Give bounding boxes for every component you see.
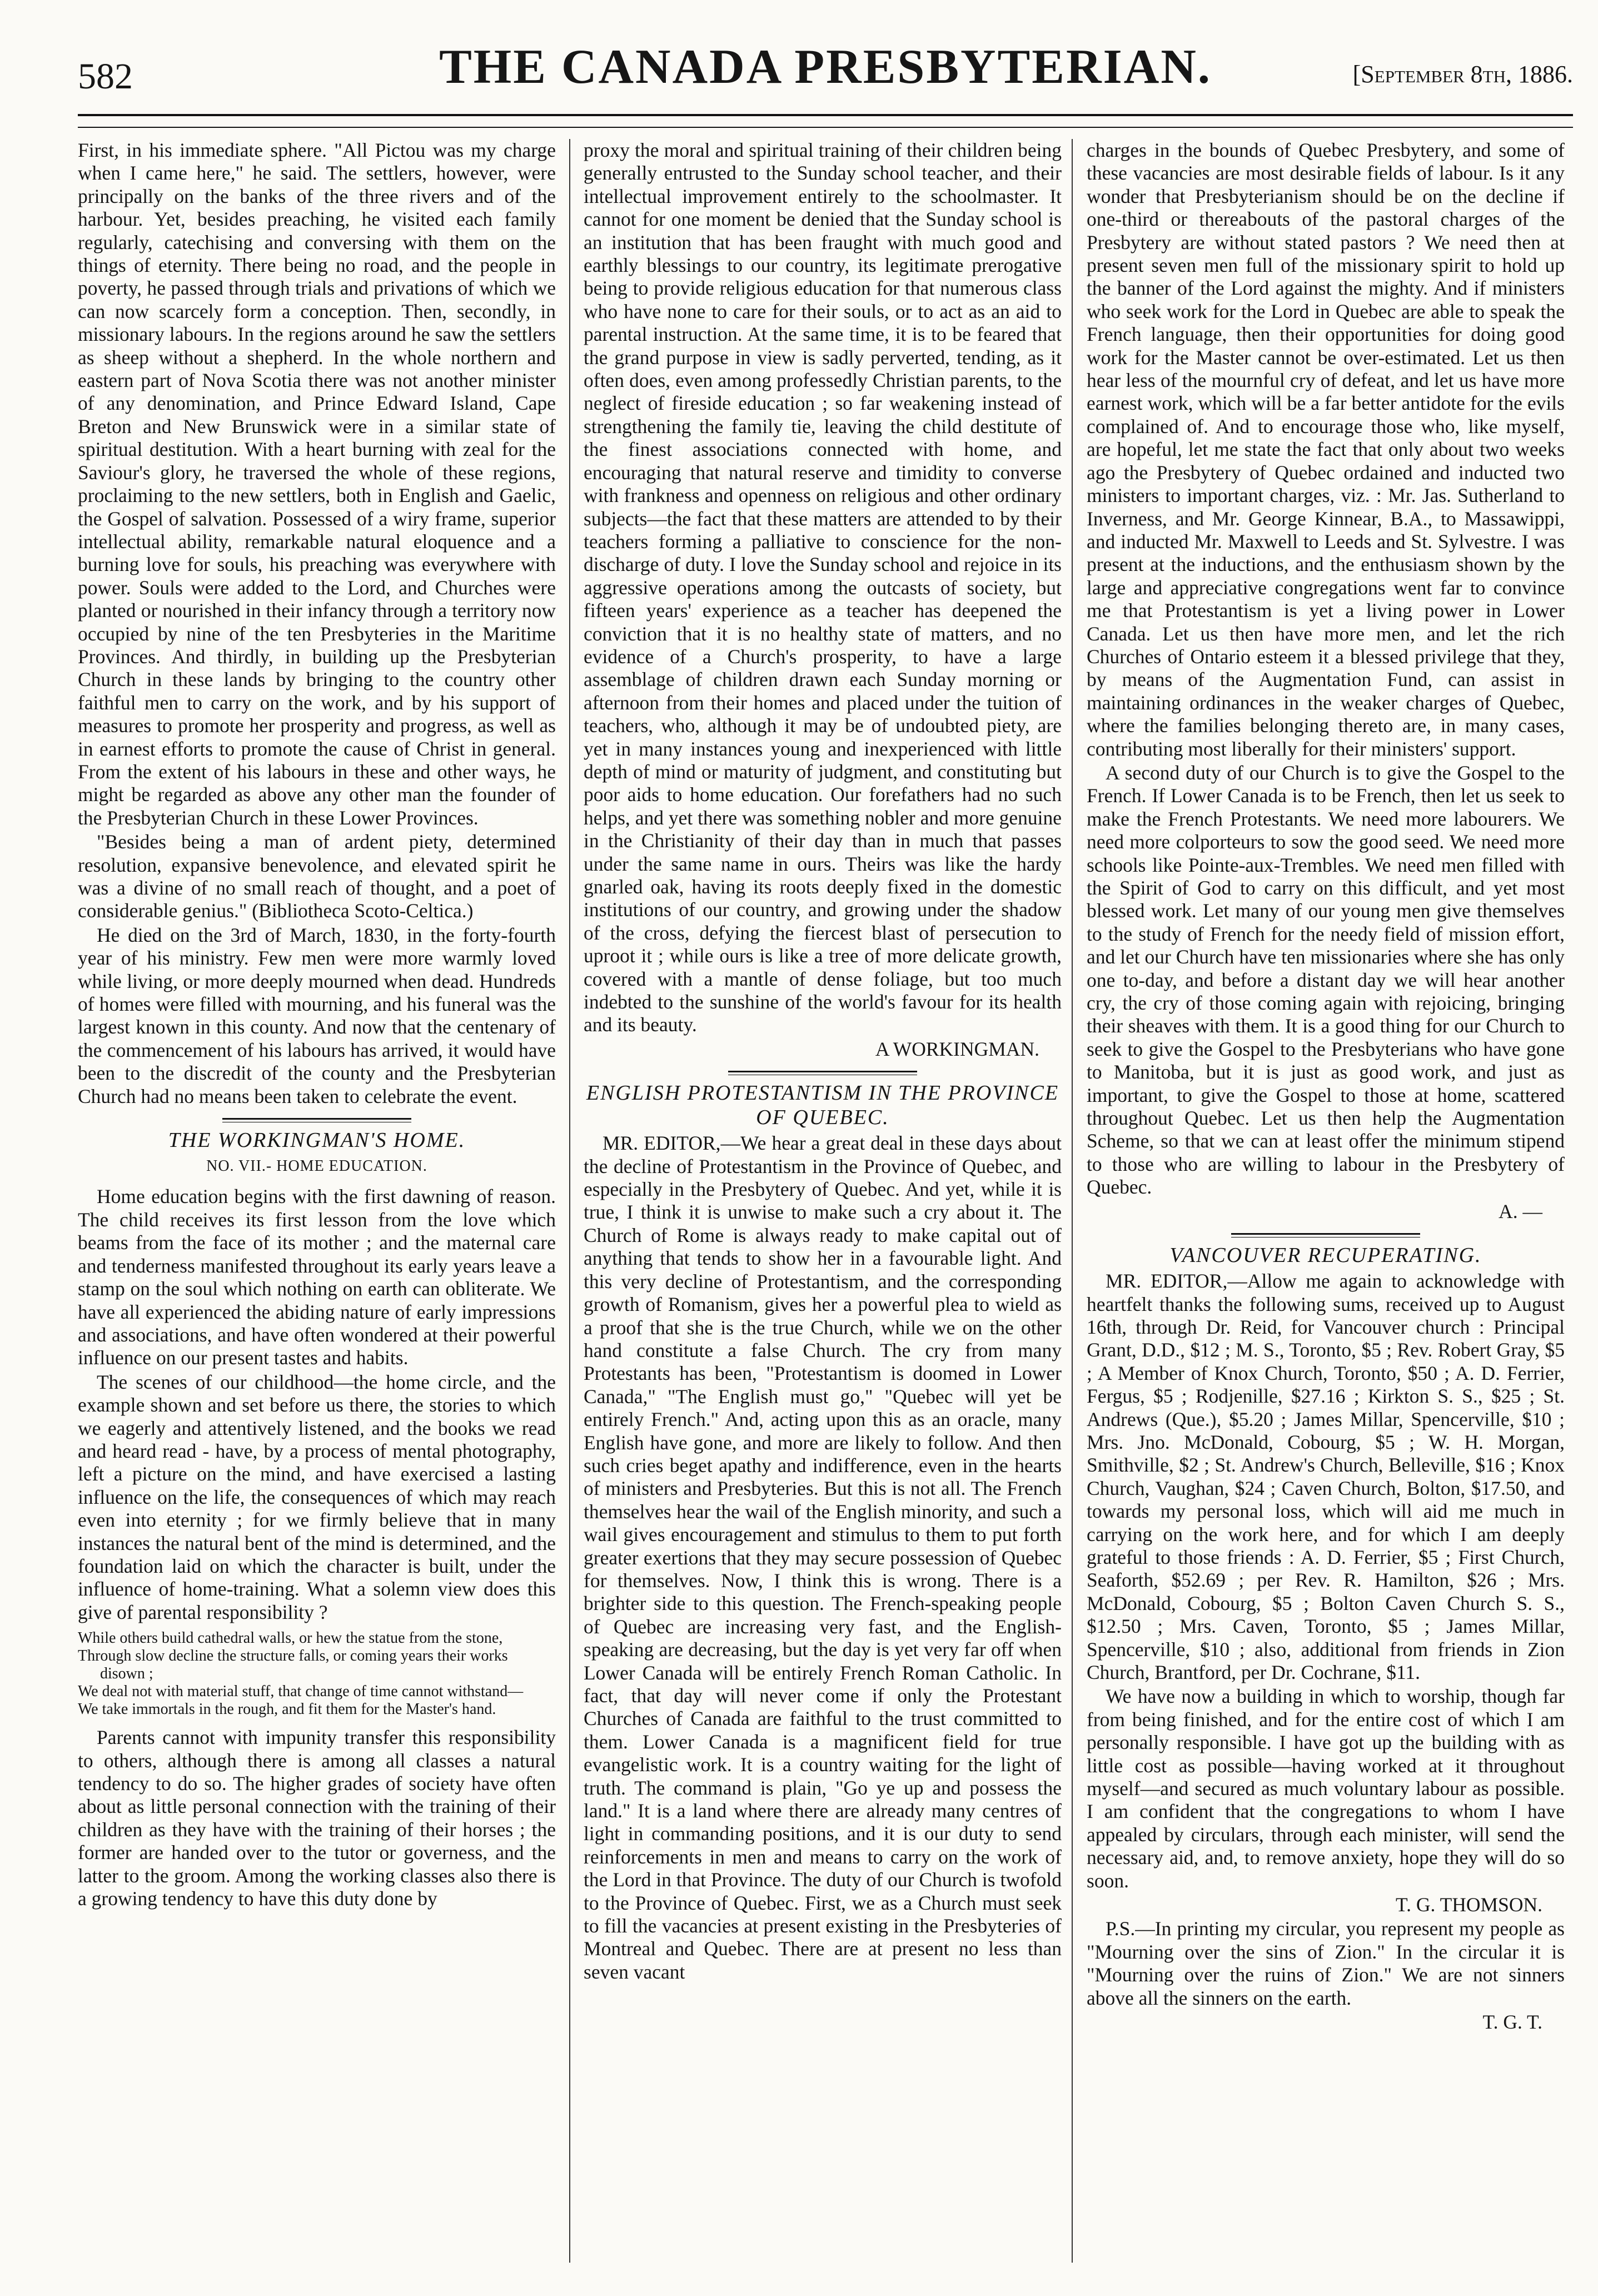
section-divider xyxy=(1231,1233,1420,1238)
header-rule xyxy=(78,114,1573,116)
page-header xyxy=(78,33,1573,100)
section-divider xyxy=(222,1118,411,1122)
signature: A WORKINGMAN. xyxy=(875,1037,1039,1060)
paragraph: MR. EDITOR,—We hear a great deal in these days about the decline of Protestantism in the Province of Quebec, and especially in the Presbytery of Quebec. And yet, while it is true, I think it is unwise to make such a cry about it. The Church of Rome is always ready to make capital out of anything that tends to show her in a favourable light. And this very decline of Protestantism, and the corresponding growth of Romanism, gives her a powerful plea to wield as a proof that she is the true Church, while we on the other hand constitute a false Church. The cry from many Protestants has been, "Protestantism is doomed in Lower Canada," "The English must go," "Quebec will yet be entirely French." And, acting upon this as an oracle, many English have gone, and more are likely to follow. And then such cries beget apathy and indifference, even in the hearts of ministers and Presbyteries. But this is not all. The French themselves hear the wail of the English minority, and such a wail gives encouragement and stimulus to them to put forth greater exertions that they may secure possession of Quebec for themselves. Now, I think this is wrong. There is a brighter side to this question. The French-speaking people of Quebec are increasing very fast, and the English-speaking are decreasing, but the day is yet very far off when Lower Canada will be entirely French Roman Catholic. In fact, that day will never come if only the Protestant Churches of Canada are faithful to the trust committed to them. Lower Canada is a magnificent field for true evangelistic work. It is a country waiting for the light of truth. The command is plain, "Go ye up and possess the land." It is a land where there are already many centres of light in commanding positions, and it is our duty to send reinforcements in men and means to carry on the work of the Lord in that Province. The duty of our Church is twofold to the Province of Quebec. First, we as a Church must seek to fill the vacancies at present existing in the Presbyteries of Montreal and Quebec. There are at present no less than seven vacant xyxy=(584,1132,1062,1983)
masthead: THE CANADA PRESBYTERIAN. xyxy=(439,40,1212,94)
paragraph: charges in the bounds of Quebec Presbytery, and some of these vacancies are most desirable fields of labour. Is it any wonder that Presbyterianism should be on the decline if one-third or thereabouts of the pastoral charges of the Presbytery are without stated pastors ? We need then at present seven men full of the missionary spirit to hold up the banner of the Lord against the mighty. And if ministers who seek work for the Lord in Quebec are able to speak the French language, then their opportunities for doing good work for the Master cannot be over-estimated. Let us then hear less of the mournful cry of defeat, and let us have more earnest work, which will be a far better antidote for the evils complained of. And to encourage those who, like myself, are hopeful, let me state the fact that only about two weeks ago the Presbytery of Quebec ordained and inducted two ministers to important charges, viz. : Mr. Jas. Sutherland to Inverness, and Mr. George Kinnear, B.A., to Massawippi, and inducted Mr. Maxwell to Leeds and St. Sylvestre. I was present at the inductions, and the enthusiasm shown by the large and appreciative congregations went far to convince me that Protestantism is yet a living power in Lower Canada. Let us then have more men, and let the rich Churches of Ontario esteem it a blessed privilege that they, by means of the Augmentation Fund, can assist in maintaining ordinances in the weaker charges of Quebec, where the families belonging thereto are, in many cases, contributing most liberally for their ministers' support. xyxy=(1087,139,1565,760)
poem-line: Through slow decline the structure falls, or coming years their works disown ; xyxy=(78,1647,508,1683)
article-title: VANCOUVER RECUPERATING. xyxy=(1169,1244,1482,1268)
paragraph: He died on the 3rd of March, 1830, in the forty-fourth year of his ministry. Few men were more warmly loved while living, or more deeply mourned when dead. Hundreds of homes were filled with mourning, and his funeral was the largest known in this county. And now that the centenary of the commencement of his labours has arrived, it would have been to the discredit of the county and the Presbyterian Church had no means been taken to celebrate the event. xyxy=(78,923,556,1107)
poem-quote xyxy=(78,1629,556,1718)
paragraph: "Besides being a man of ardent piety, determined resolution, expansive benevolence, and elevated spirit he was a divine of no small reach of thought, and a poet of considerable genius." (Bibliotheca Scoto-Celtica.) xyxy=(78,831,556,922)
article-title: ENGLISH PROTESTANTISM IN THE PROVINCE OF QUEBEC. xyxy=(586,1081,1059,1130)
paragraph: We have now a building in which to worship, though far from being finished, and for the entire cost of which I am personally responsible. I have got up the building with as little cost as possible—having worked at it throughout myself—and secured as much voluntary labour as possible. I am confident that the congregations to whom I have appealed by circulars, through each minister, will send the necessary aid, and, to remove anxiety, hope they will do so soon. xyxy=(1087,1685,1565,1892)
column-divider xyxy=(569,139,570,2263)
paragraph: P.S.—In printing my circular, you represent my people as "Mourning over the sins of Zion." In the circular it is "Mourning over the ruins of Zion." We are not sinners above all the sinners on the earth. xyxy=(1087,1917,1565,2009)
paragraph: Home education begins with the first dawning of reason. The child receives its first lesson from the love which beams from the face of its mother ; and the maternal care and tenderness manifested throughout its early years leave a stamp on the soul which nothing on earth can obliterate. We have all experienced the abiding nature of early impressions and associations, and have often wondered at their powerful influence on our present tastes and habits. xyxy=(78,1185,556,1369)
article-title: THE WORKINGMAN'S HOME. xyxy=(168,1129,466,1152)
poem-line: We take immortals in the rough, and fit them for the Master's hand. xyxy=(78,1701,496,1718)
paragraph: Parents cannot with impunity transfer this responsibility to others, although there is among all classes a natural tendency to do so. The higher grades of society have often about as little personal connection with the training of their children as they have with the training of their horses ; the former are handed over to the tutor or governess, and the latter to the groom. Among the working classes also there is a growing tendency to have this duty done by xyxy=(78,1726,556,1910)
signature: T. G. THOMSON. xyxy=(1396,1894,1542,1916)
paragraph: proxy the moral and spiritual training of their children being generally entrusted to the Sunday school teacher, and their intellectual improvement entirely to the schoolmaster. It cannot for one moment be denied that the Sunday school is an institution that has been fraught with much good and earthly blessings to our country, its legitimate prerogative being to provide religious education for that numerous class who have none to care for their souls, or to act as an aid to parental instruction. At the same time, it is to be feared that the grand purpose in view is sadly perverted, tending, as it often does, even among professedly Christian parents, to the neglect of fireside education ; so far weakening instead of strengthening the family tie, leaving the child destitute of the finest associations connected with home, and encouraging that natural reserve and timidity to converse with frankness and openness on religious and other ordinary subjects—the fact that these matters are attended to by their teachers forming a palliative to conscience for the non-discharge of duty. I love the Sunday school and rejoice in its aggressive operations among the outcasts of society, but fifteen years' experience as a teacher has deepened the conviction that it is no healthy state of matters, and no evidence of a Church's prosperity, to have a large assemblage of children drawn each Sunday morning or afternoon from their homes and placed under the tuition of teachers, who, although it may be of undoubted piety, are yet in many instances young and inexperienced with little depth of mind or maturity of judgment, and constituting but poor aids to home education. Our forefathers had no such helps, and yet there was something nobler and more genuine in the Christianity of their day than in much that passes under the same name in ours. Theirs was like the hardy gnarled oak, having its roots deeply fixed in the domestic institutions of our country, and growing under the shadow of the cross, defying the fiercest blast of persecution to uproot it ; while ours is like a tree of more delicate growth, covered with a mantle of dense foliage, but too much indebted to the sunshine of the world's favour for its health and its beauty. xyxy=(584,139,1062,1036)
column-middle xyxy=(584,139,1062,1985)
issue-date: [September 8th, 1886. xyxy=(1352,61,1573,88)
column-right xyxy=(1087,139,1565,2035)
article-subhead: NO. VII.- HOME EDUCATION. xyxy=(206,1157,427,1175)
signature: T. G. T. xyxy=(1482,2011,1542,2034)
paragraph: A second duty of our Church is to give the Gospel to the French. If Lower Canada is to be French, then let us seek to make the French Protestants. We need more labourers. We need more colporteurs to sow the good seed. We need more schools like Pointe-aux-Trembles. We need men filled with the Spirit of God to carry on this difficult, and yet most blessed work. Let many of our young men give themselves to the study of French for the needy field of mission effort, and let our Church have ten missionaries where she has only one to-day, and before a distant day we will hear another cry, the cry of those coming again with rejoicing, bringing their sheaves with them. It is a good thing for our Church to seek to give the Gospel to the Presbyterians who have gone to Manitoba, but it is just as good work, and just as important, to give the Gospel to those at home, scattered throughout Quebec. Let us then help the Augmentation Scheme, so that we can at least offer the minimum stipend to those who are willing to labour in the Presbytery of Quebec. xyxy=(1087,761,1565,1199)
paragraph: The scenes of our childhood—the home circle, and the example shown and set before us there, the stories to which we eagerly and attentively listened, and the books we read and heard read - have, by a process of mental photography, left a picture on the mind, and have exercised a lasting influence on the life, the consequences of which may reach even into eternity ; for we firmly believe that in many instances the natural bent of the mind is determined, and the foundation laid on which the character is built, under the influence of home-training. What a solemn view does this give of parental responsibility ? xyxy=(78,1370,556,1623)
section-divider xyxy=(728,1071,917,1075)
signature: A. — xyxy=(1499,1200,1542,1222)
paragraph: MR. EDITOR,—Allow me again to acknowledge with heartfelt thanks the following sums, received up to August 16th, through Dr. Reid, for Vancouver church : Principal Grant, D.D., $12 ; M. S., Toronto, $5 ; Rev. Robert Gray, $5 ; A Member of Knox Church, Toronto, $50 ; A. D. Ferrier, Fergus, $5 ; Rodjenille, $27.16 ; Kirkton S. S., $25 ; St. Andrews (Que.), $5.20 ; James Millar, Spencerville, $10 ; Mrs. Jno. McDonald, Cobourg, $5 ; W. H. Morgan, Smithville, $2 ; St. Andrew's Church, Belleville, $16 ; Knox Church, Vaughan, $24 ; Caven Church, Bolton, $17.50, and towards my personal loss, which will aid me much in carrying on the work here, and for which I am deeply grateful to those friends : A. D. Ferrier, $5 ; First Church, Seaforth, $52.69 ; per Rev. R. Hamilton, $26 ; Mrs. McDonald, Cobourg, $5 ; Bolton Caven Church S. S., $12.50 ; Mrs. Caven, Toronto, $5 ; James Millar, Spencerville, $10 ; also, additional from friends in Zion Church, Brantford, per Dr. Cochrane, $11. xyxy=(1087,1270,1565,1683)
poem-line: While others build cathedral walls, or hew the statue from the stone, xyxy=(78,1629,503,1647)
header-rule-thin xyxy=(78,127,1573,128)
paragraph: First, in his immediate sphere. "All Pictou was my charge when I came here," he said. The settlers, however, were principally on the banks of the three rivers and of the harbour. Yet, besides preaching, he visited each family regularly, catechising and conversing with them on the things of eternity. There being no road, and the people in poverty, he passed through trials and privations of which we can now scarcely form a conception. Then, secondly, in missionary labours. In the regions around he saw the settlers as sheep without a shepherd. In the whole northern and eastern part of Nova Scotia there was not another minister of any denomination, and Prince Edward Island, Cape Breton and New Brunswick were in a similar state of spiritual destitution. With a heart burning with zeal for the Saviour's glory, he traversed the whole of these regions, proclaiming to the new settlers, both in English and Gaelic, the Gospel of salvation. Possessed of a wiry frame, superior intellectual ability, remarkable natural eloquence and a burning love for souls, his preaching was everywhere with power. Souls were added to the Lord, and Churches were planted or nourished in their infancy through a territory now occupied by nine of the ten Presbyteries in the Maritime Provinces. And thirdly, in building up the Presbyterian Church in these lands by bringing to the country other faithful men to carry on the work, and by his support of measures to promote her prosperity and progress, as well as in earnest efforts to promote the cause of Christ in general. From the extent of his labours in these and other ways, he might be regarded as above any other man the founder of the Presbyterian Church in these Lower Provinces. xyxy=(78,139,556,829)
page-number: 582 xyxy=(78,56,133,97)
column-divider xyxy=(1072,139,1073,2263)
poem-line: We deal not with material stuff, that change of time cannot withstand— xyxy=(78,1683,524,1701)
column-left xyxy=(78,139,556,1911)
